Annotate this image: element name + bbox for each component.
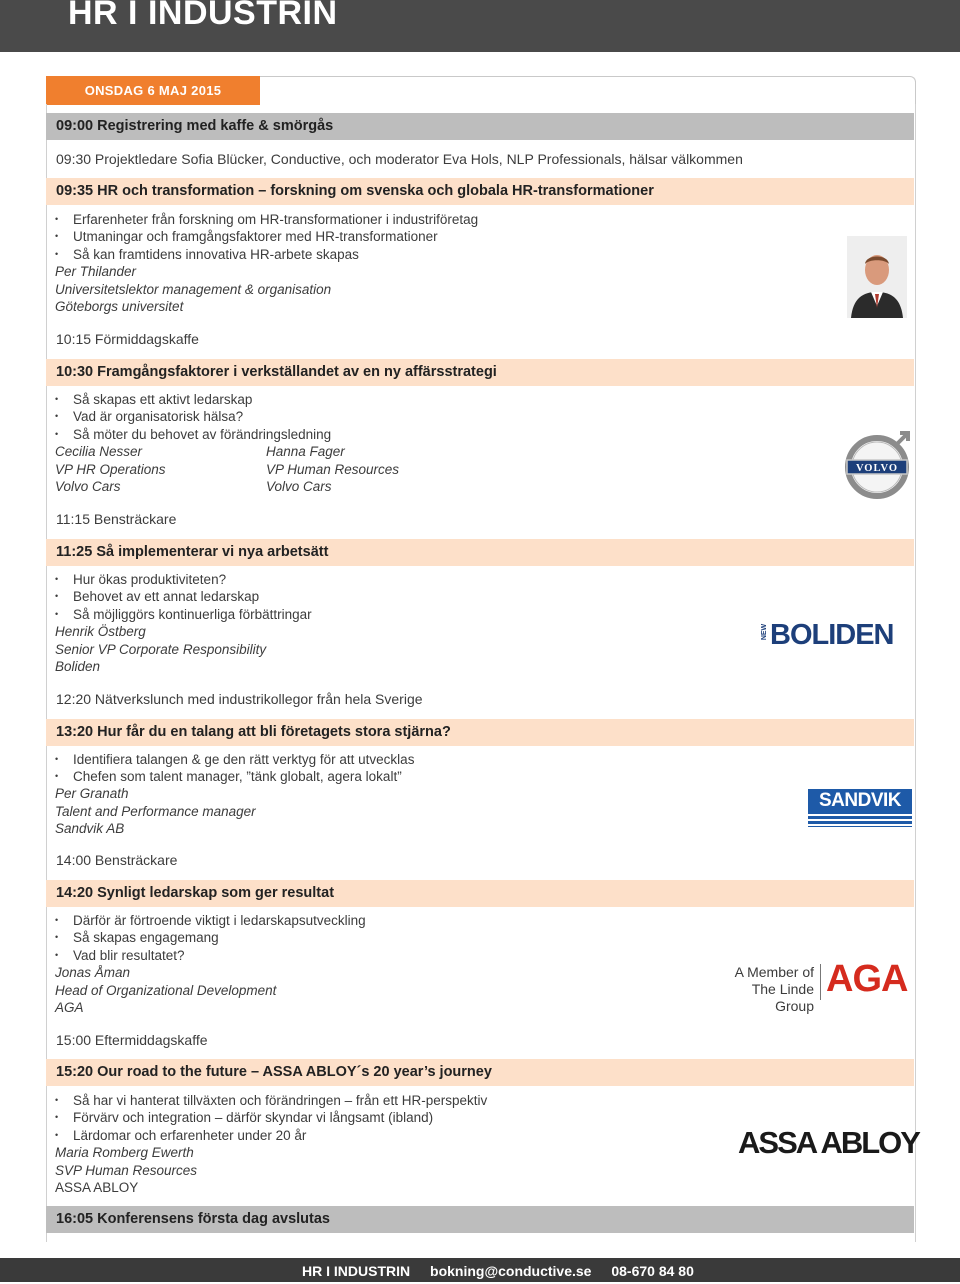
svg-text:NEW: NEW — [761, 623, 768, 641]
agenda-item-1220: 12:20 Nätverkslunch med industrikollegor från hela Sverige — [56, 691, 423, 707]
speaker-name: Per Thilander — [55, 264, 137, 279]
boliden-wordmark-icon — [758, 617, 912, 647]
session-title-1520: 15:20 Our road to the future – ASSA ABLOY´s 20 year’s journey — [46, 1059, 914, 1086]
agenda-item-1015: 10:15 Förmiddagskaffe — [56, 331, 199, 347]
speaker-name: Per Granath — [55, 786, 129, 801]
aga-member-text — [714, 964, 814, 1015]
speaker-name: Henrik Östberg — [55, 624, 146, 639]
speaker-title: Universitetslektor management & organisation — [55, 282, 332, 297]
speaker-name: Jonas Åman — [55, 965, 131, 980]
session-title-1030: 10:30 Framgångsfaktorer i verkställandet av en ny affärsstrategi — [46, 359, 914, 386]
volvo-logo — [842, 430, 912, 500]
assa-abloy-logo: ASSA ABLOY — [738, 1125, 919, 1160]
header-bar — [0, 0, 960, 52]
aga-member-line-2: The Linde Group — [751, 981, 814, 1014]
svg-text:VOLVO: VOLVO — [855, 463, 899, 474]
sandvik-stripes-icon — [808, 813, 912, 827]
speaker-name: Hanna Fager — [266, 444, 345, 459]
aga-divider — [820, 964, 821, 1000]
speaker-org: Göteborgs universitet — [55, 299, 184, 314]
sandvik-logo — [808, 789, 912, 827]
speaker-title: VP HR Operations — [55, 462, 166, 477]
speaker-name: Maria Romberg Ewerth — [55, 1145, 194, 1160]
speaker-title: SVP Human Resources — [55, 1163, 198, 1178]
speaker-title: Head of Organizational Development — [55, 983, 277, 998]
speaker-title: Senior VP Corporate Responsibility — [55, 642, 267, 657]
agenda-item-1400: 14:00 Bensträckare — [56, 852, 178, 868]
boliden-logo — [758, 617, 912, 647]
date-tab[interactable]: ONSDAG 6 MAJ 2015 — [46, 76, 260, 105]
sandvik-wordmark: SANDVIK — [818, 790, 901, 811]
speaker-org: Volvo Cars — [266, 479, 332, 494]
session-title-1420: 14:20 Synligt ledarskap som ger resultat — [46, 880, 914, 907]
speaker-photo — [847, 236, 907, 318]
footer-phone[interactable]: 08-670 84 80 — [611, 1263, 694, 1279]
page-title: HR I INDUSTRIN — [68, 0, 338, 32]
speaker-org: Sandvik AB — [55, 821, 125, 836]
agenda-item-0930: 09:30 Projektledare Sofia Blücker, Conductive, och moderator Eva Hols, NLP Professionals, hälsar välkommen — [56, 151, 743, 167]
aga-member-line-1: A Member of — [734, 964, 814, 980]
footer-name: HR I INDUSTRIN — [302, 1263, 411, 1279]
speaker-title: VP Human Resources — [266, 462, 400, 477]
speaker-org: AGA — [55, 1000, 84, 1015]
person-portrait-icon — [847, 236, 907, 318]
agenda-item-0900: 09:00 Registrering med kaffe & smörgås — [46, 113, 914, 140]
footer-email[interactable]: bokning@conductive.se — [430, 1263, 592, 1279]
session-title-0935: 09:35 HR och transformation – forskning om svenska och globala HR-transformationer — [46, 178, 914, 205]
session-title-1320: 13:20 Hur får du en talang att bli företagets stora stjärna? — [46, 719, 914, 746]
speaker-org: Volvo Cars — [55, 479, 121, 494]
speaker-title: Talent and Performance manager — [55, 804, 256, 819]
speaker-org: ASSA ABLOY — [55, 1180, 139, 1195]
aga-logo — [714, 958, 914, 1014]
aga-wordmark: AGA — [826, 958, 908, 1000]
svg-text:BOLIDEN: BOLIDEN — [770, 619, 894, 647]
speaker-name: Cecilia Nesser — [55, 444, 143, 459]
footer-text — [302, 1258, 710, 1284]
footer-bar — [0, 1258, 960, 1282]
volvo-emblem-icon — [842, 430, 912, 500]
session-title-1125: 11:25 Så implementerar vi nya arbetsätt — [46, 539, 914, 566]
agenda-item-1500: 15:00 Eftermiddagskaffe — [56, 1032, 208, 1048]
agenda-item-1605: 16:05 Konferensens första dag avslutas — [46, 1206, 914, 1233]
speaker-org: Boliden — [55, 659, 101, 674]
agenda-item-1115: 11:15 Bensträckare — [56, 511, 177, 527]
